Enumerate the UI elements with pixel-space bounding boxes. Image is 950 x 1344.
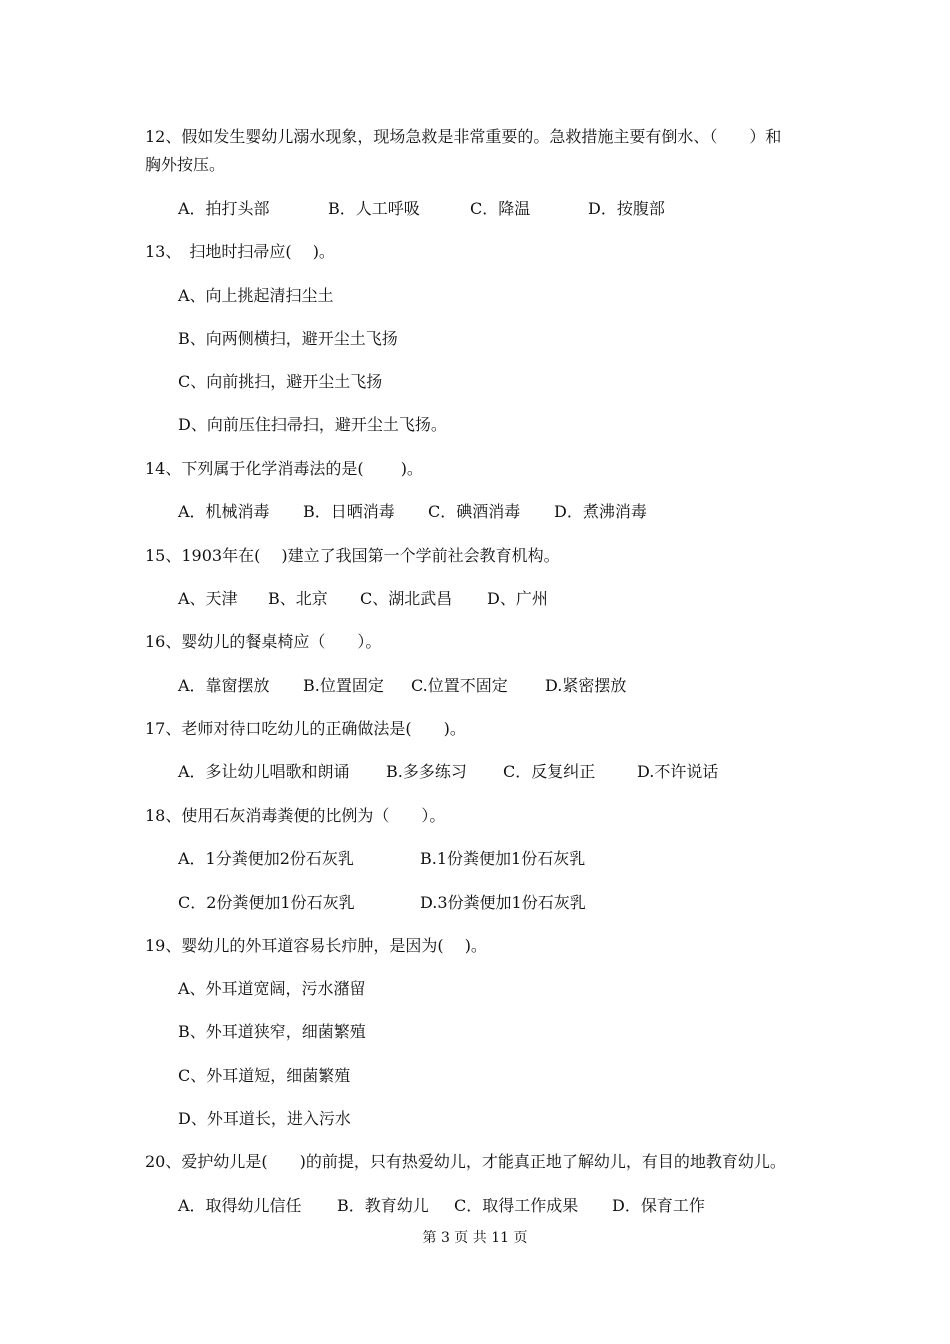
page-footer: 第 3 页 共 11 页	[422, 1230, 528, 1246]
question-16-option-d: D.紧密摆放	[545, 676, 627, 695]
question-13-stem: 13、 扫地时扫帚应( )。	[145, 242, 335, 261]
question-19-stem: 19、婴幼儿的外耳道容易长疖肿，是因为( )。	[145, 936, 487, 955]
question-15-stem: 15、1903年在( )建立了我国第一个学前社会教育机构。	[145, 546, 560, 565]
question-19-option-d: D、外耳道长，进入污水	[178, 1109, 351, 1128]
question-12-stem-line2: 胸外按压。	[145, 155, 226, 174]
question-14-option-a: A．机械消毒	[178, 502, 270, 521]
question-12-stem-line1: 12、假如发生婴幼儿溺水现象，现场急救是非常重要的。急救措施主要有倒水、（ ）和	[145, 127, 782, 146]
question-18-option-c: C．2份粪便加1份石灰乳	[178, 893, 355, 912]
question-20-option-b: B．教育幼儿	[337, 1196, 429, 1215]
question-13-option-a: A、向上挑起清扫尘土	[178, 286, 334, 305]
question-19-option-b: B、外耳道狭窄，细菌繁殖	[178, 1022, 366, 1041]
question-17-option-a: A．多让幼儿唱歌和朗诵	[178, 762, 350, 781]
question-13-option-d: D、向前压住扫帚扫，避开尘土飞扬。	[178, 415, 447, 434]
question-14-stem: 14、下列属于化学消毒法的是( )。	[145, 459, 423, 478]
question-15-option-c: C、湖北武昌	[360, 589, 453, 608]
question-15-option-b: B、北京	[268, 589, 328, 608]
question-18-option-b: B.1份粪便加1份石灰乳	[420, 849, 586, 868]
question-16-option-b: B.位置固定	[303, 676, 384, 695]
question-20-option-c: C．取得工作成果	[454, 1196, 579, 1215]
question-18-option-d: D.3份粪便加1份石灰乳	[420, 893, 586, 912]
question-14-option-c: C．碘酒消毒	[428, 502, 521, 521]
question-16-option-c: C.位置不固定	[411, 676, 508, 695]
question-12-option-b: B．人工呼吸	[328, 199, 420, 218]
question-20-stem: 20、爱护幼儿是( )的前提，只有热爱幼儿，才能真正地了解幼儿，有目的地教育幼儿。	[145, 1152, 786, 1171]
question-18-option-a: A．1分粪便加2份石灰乳	[178, 849, 354, 868]
question-17-option-b: B.多多练习	[386, 762, 467, 781]
question-15-option-d: D、广州	[487, 589, 548, 608]
question-20-option-a: A．取得幼儿信任	[178, 1196, 302, 1215]
question-18-stem: 18、使用石灰消毒粪便的比例为（ ）。	[145, 806, 446, 825]
question-15-option-a: A、天津	[178, 589, 238, 608]
question-19-option-c: C、外耳道短，细菌繁殖	[178, 1066, 351, 1085]
question-12-option-c: C．降温	[470, 199, 531, 218]
question-17-option-c: C．反复纠正	[503, 762, 596, 781]
question-12-option-a: A．拍打头部	[178, 199, 270, 218]
question-19-option-a: A、外耳道宽阔，污水潴留	[178, 979, 366, 998]
question-14-option-b: B．日晒消毒	[303, 502, 395, 521]
question-12-option-d: D．按腹部	[588, 199, 665, 218]
question-16-option-a: A．靠窗摆放	[178, 676, 270, 695]
question-17-stem: 17、老师对待口吃幼儿的正确做法是( )。	[145, 719, 466, 738]
question-20-option-d: D．保育工作	[612, 1196, 705, 1215]
question-14-option-d: D．煮沸消毒	[554, 502, 647, 521]
question-13-option-b: B、向两侧横扫，避开尘土飞扬	[178, 329, 398, 348]
question-17-option-d: D.不许说话	[637, 762, 719, 781]
question-13-option-c: C、向前挑扫，避开尘土飞扬	[178, 372, 383, 391]
question-16-stem: 16、婴幼儿的餐桌椅应（ ）。	[145, 632, 382, 651]
